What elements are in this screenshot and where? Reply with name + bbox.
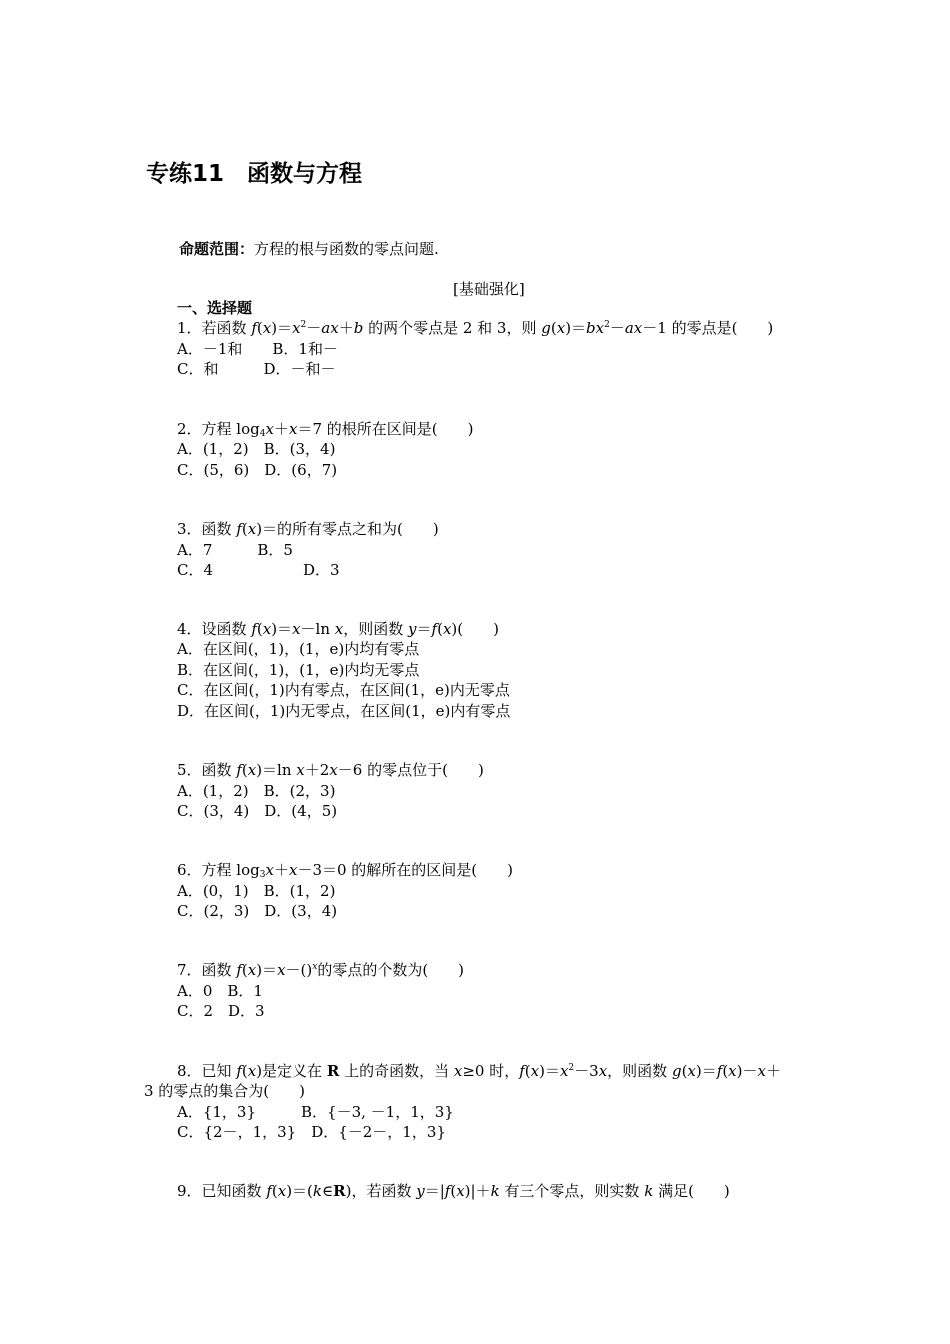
question-5-option-row: C．(3，4) D．(4，5) (177, 802, 338, 820)
scope-label: 命题范围： (179, 240, 255, 258)
question-1-option-row: A．－1和 B．1和－ (177, 340, 338, 358)
question-6-option-row: C．(2，3) D．(3，4) (177, 902, 338, 920)
scope-text: 方程的根与函数的零点问题. (254, 240, 439, 258)
question-6-option-row: A．(0，1) B．(1，2) (177, 882, 336, 900)
question-3-stem: 3．函数 f(x)＝的所有零点之和为( ) (177, 520, 439, 538)
question-4-option-row: C．在区间(，1)内有零点，在区间(1，e)内无零点 (177, 681, 510, 699)
question-8-option-row: C．{2－，1，3} D．{－2－，1，3} (177, 1123, 446, 1141)
question-8-stem: 8．已知 f(x)是定义在 R 上的奇函数，当 x≥0 时，$f(x)=x^2-3x$，则函数 g(x)＝f(x)－x＋ (177, 1062, 781, 1080)
question-8-option-row: A．{1，3} B．{－3, －1，1，3} (177, 1103, 454, 1121)
question-4-stem: 4．设函数 f(x)＝x－ln x，则函数 y＝f(x)( ) (177, 620, 499, 638)
question-7-option-row: C．2 D．3 (177, 1002, 265, 1020)
question-4-option-row: A．在区间(，1)，(1，e)内均有零点 (177, 640, 420, 658)
question-2-option-row: A．(1，2) B．(3，4) (177, 440, 336, 458)
question-1-stem: 1．若函数 $f(x)=x^2-ax+b$ 的两个零点是 2 和 3，则 $g(x)=bx^2-ax-1$ 的零点是( ) (177, 319, 774, 337)
question-9-stem: 9．已知函数 f(x)＝(k∈R)，若函数 y＝|f(x)|＋k 有三个零点，则实数 k 满足( ) (177, 1182, 730, 1200)
question-8-stem-cont: 3 的零点的集合为( ) (144, 1082, 306, 1100)
question-2-option-row: C．(5，6) D．(6，7) (177, 461, 338, 479)
question-1-option-row: C．和 D．－和－ (177, 360, 336, 378)
question-5-option-row: A．(1，2) B．(2，3) (177, 782, 336, 800)
scope-line (179, 238, 439, 259)
question-7-option-row: A．0 B．1 (177, 982, 263, 1000)
question-4-option-row: B．在区间(，1)，(1，e)内均无零点 (177, 661, 420, 679)
section-heading: [基础强化] (453, 280, 525, 298)
question-3-option-row: A．7 B．5 (177, 541, 293, 559)
part-heading: 一、选择题 (177, 299, 253, 317)
question-4-option-row: D．在区间(，1)内无零点，在区间(1，e)内有零点 (177, 702, 511, 720)
question-2-stem: 2．方程 $\log_4x+x=7$ 的根所在区间是( ) (177, 420, 474, 439)
question-3-option-row: C．4 D．3 (177, 561, 340, 579)
question-5-stem: 5．函数 f(x)＝ln x＋2x－6 的零点位于( ) (177, 761, 484, 779)
question-7-stem: 7．函数 f(x)＝x－()$^x$的零点的个数为( ) (177, 961, 465, 979)
question-6-stem: 6．方程 $\log_3x+x-3=0$ 的解所在的区间是( ) (177, 861, 513, 880)
page-title: 专练11 函数与方程 (146, 161, 363, 187)
